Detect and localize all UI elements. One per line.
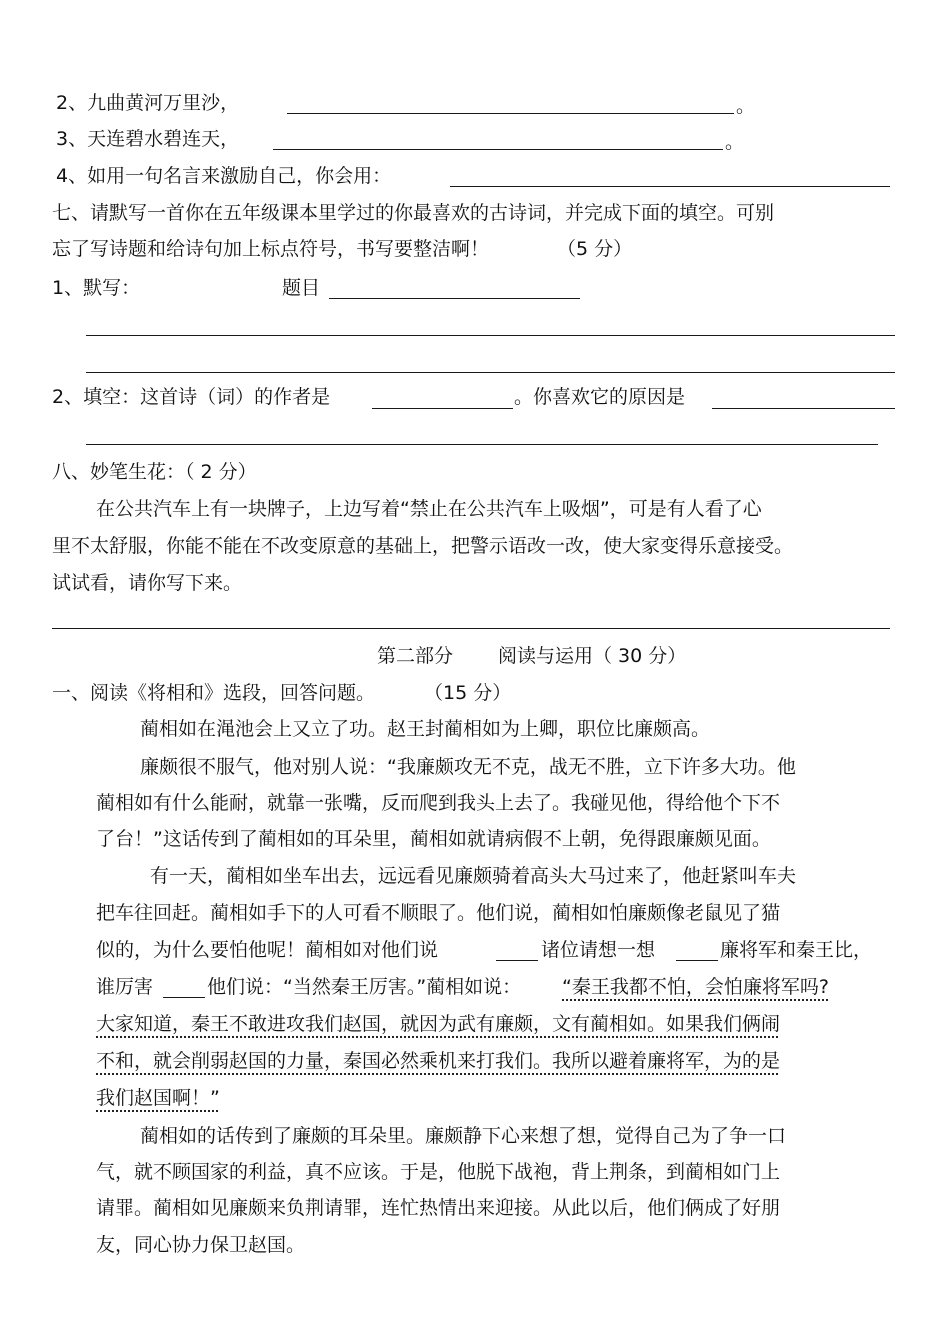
section-8-para-line-3: 试试看，请你写下来。 bbox=[52, 572, 243, 594]
reading-question-points: （15 分） bbox=[424, 682, 512, 704]
passage-p3-line-3a: 似的，为什么要怕他呢！蔺相如对他们说 bbox=[96, 939, 439, 961]
passage-p4-line-1: 蔺相如的话传到了廉颇的耳朵里。廉颇静下心来想了想，觉得自己为了争一口 bbox=[140, 1125, 787, 1147]
passage-p3-line-4a: 谁厉害 bbox=[96, 976, 154, 998]
part-2-heading-left: 第二部分 bbox=[377, 645, 454, 667]
reason-answer-line-2[interactable] bbox=[86, 444, 878, 445]
reading-question-heading: 一、阅读《将相和》选段，回答问题。 bbox=[52, 682, 376, 704]
item-3-text: 3、天连碧水碧连天， bbox=[56, 128, 240, 150]
item-2-text: 2、九曲黄河万里沙， bbox=[56, 92, 240, 114]
item-3-answer-line[interactable] bbox=[273, 149, 723, 150]
section-8-answer-line[interactable] bbox=[52, 628, 890, 629]
passage-p3-line-7-dotted: 我们赵国啊！” bbox=[96, 1087, 220, 1109]
passage-p2-line-3: 了台！”这话传到了蔺相如的耳朵里，蔺相如就请病假不上朝，免得跟廉颇见面。 bbox=[96, 828, 771, 850]
punctuation-blank-2[interactable] bbox=[676, 960, 718, 961]
passage-p3-line-3c: 廉将军和秦王比， bbox=[720, 939, 873, 961]
q2-label: 2、填空：这首诗（词）的作者是 bbox=[52, 386, 331, 408]
reason-answer-line-1[interactable] bbox=[712, 408, 895, 409]
passage-p4-line-2: 气，就不顾国家的利益，真不应该。于是，他脱下战袍，背上荆条，到蔺相如门上 bbox=[96, 1161, 781, 1183]
author-answer-line[interactable] bbox=[372, 408, 513, 409]
item-4-text: 4、如用一句名言来激励自己，你会用： bbox=[56, 165, 392, 187]
passage-p2-line-2: 蔺相如有什么能耐，就靠一张嘴，反而爬到我头上去了。我碰见他，得给他个下不 bbox=[96, 792, 781, 814]
passage-p4-line-3: 请罪。蔺相如见廉颇来负荆请罪，连忙热情出来迎接。从此以后，他们俩成了好朋 bbox=[96, 1197, 781, 1219]
q2-mid-text: 。你喜欢它的原因是 bbox=[514, 386, 686, 408]
section-8-para-line-1: 在公共汽车上有一块牌子，上边写着“禁止在公共汽车上吸烟”，可是有人看了心 bbox=[96, 498, 762, 520]
poem-line-1[interactable] bbox=[86, 335, 895, 336]
section-8-para-line-2: 里不太舒服，你能不能在不改变原意的基础上，把警示语改一改，使大家变得乐意接受。 bbox=[52, 535, 794, 557]
passage-p3-line-4b: 他们说：“当然秦王厉害。”蔺相如说： bbox=[207, 976, 522, 998]
passage-p3-line-4c-dotted: “秦王我都不怕，会怕廉将军吗? bbox=[562, 976, 829, 998]
passage-p1: 蔺相如在渑池会上又立了功。赵王封蔺相如为上卿，职位比廉颇高。 bbox=[140, 718, 711, 740]
passage-p4-line-4: 友，同心协力保卫赵国。 bbox=[96, 1234, 306, 1256]
passage-p3-line-2: 把车往回赶。蔺相如手下的人可看不顺眼了。他们说，蔺相如怕廉颇像老鼠见了猫 bbox=[96, 902, 781, 924]
section-7-line-1: 七、请默写一首你在五年级课本里学过的你最喜欢的古诗词，并完成下面的填空。可别 bbox=[52, 202, 775, 224]
item-2-answer-line[interactable] bbox=[287, 113, 734, 114]
part-2-heading-right: 阅读与运用（ 30 分） bbox=[498, 645, 687, 667]
passage-p3-line-6-dotted: 不和，就会削弱赵国的力量，秦国必然乘机来打我们。我所以避着廉将军，为的是 bbox=[96, 1050, 781, 1072]
passage-p3-line-5-dotted: 大家知道，秦王不敢进攻我们赵国，就因为武有廉颇，文有蔺相如。如果我们俩闹 bbox=[96, 1013, 781, 1035]
section-7-line-2: 忘了写诗题和给诗句加上标点符号，书写要整洁啊！ bbox=[52, 238, 490, 260]
section-8-heading: 八、妙笔生花：（ 2 分） bbox=[52, 461, 257, 483]
passage-p3-line-1: 有一天，蔺相如坐车出去，远远看见廉颇骑着高头大马过来了，他赶紧叫车夫 bbox=[150, 865, 797, 887]
punctuation-blank-3[interactable] bbox=[163, 997, 205, 998]
item-2-period: 。 bbox=[736, 95, 756, 117]
q1-label: 1、默写： bbox=[52, 277, 141, 299]
poem-line-2[interactable] bbox=[86, 372, 895, 373]
section-7-points: （5 分） bbox=[557, 238, 633, 260]
item-3-period: 。 bbox=[725, 131, 745, 153]
punctuation-blank-1[interactable] bbox=[496, 960, 538, 961]
title-label: 题目 bbox=[282, 277, 321, 299]
passage-p2-line-1: 廉颇很不服气，他对别人说：“我廉颇攻无不克，战无不胜，立下许多大功。他 bbox=[140, 756, 796, 778]
passage-p3-line-3b: 诸位请想一想 bbox=[541, 939, 656, 961]
title-answer-line[interactable] bbox=[329, 298, 580, 299]
item-4-answer-line[interactable] bbox=[450, 186, 890, 187]
